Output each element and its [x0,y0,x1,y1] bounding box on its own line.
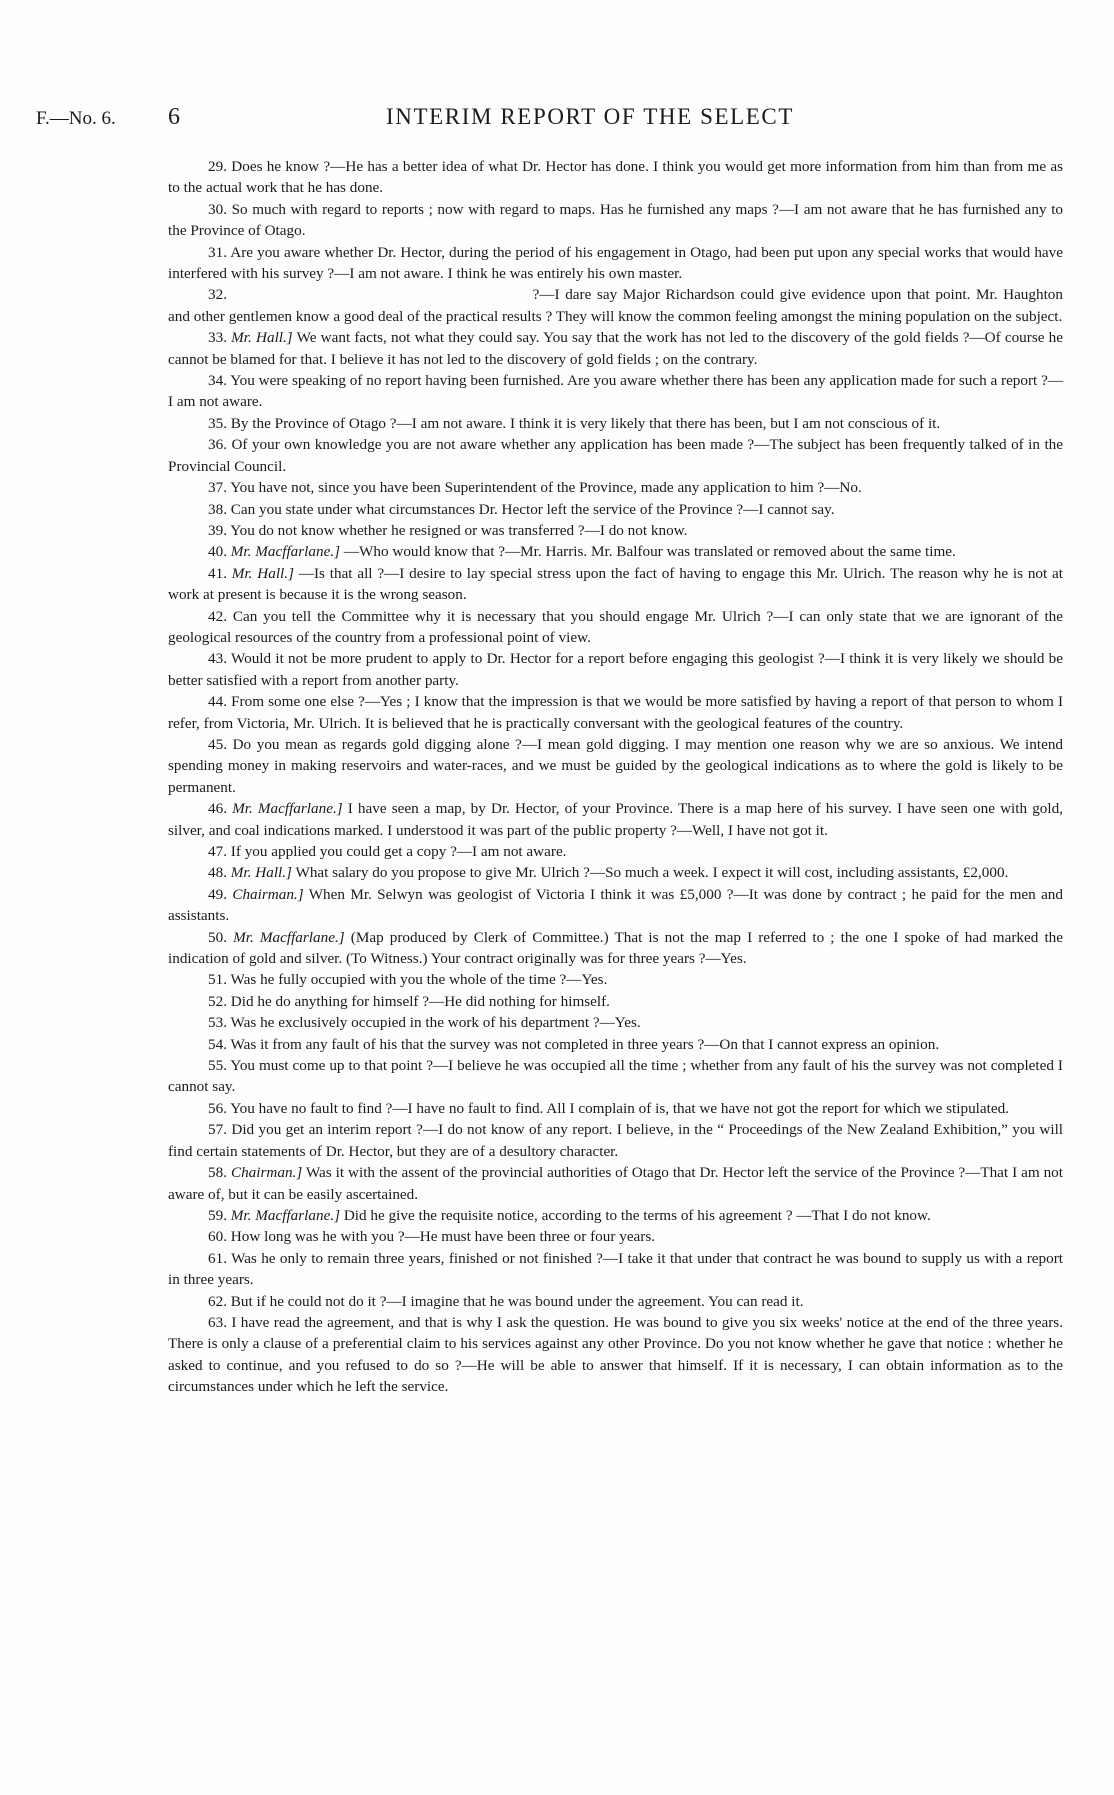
testimony-paragraph [168,991,1063,1012]
question-number: 49. [208,885,227,903]
question-number: 33. [208,329,227,347]
question-number: 58. [208,1164,227,1182]
question-number: 44. [208,693,227,711]
paragraph-text: Did you get an interim report ?—I do not know of any report. I believe, in the “ Proceedings of the New Zealand Exhibition,” you will find certain statements of Dr. Hector, but they are of a desultory character. [168,1121,1064,1160]
question-number: 39. [208,521,227,539]
question-number: 30. [208,200,227,218]
paragraph-text: Of your own knowledge you are not aware whether any application has been made ?—The subject has been frequently talked of in the Provincial Council. [168,436,1063,475]
page-header [36,104,1074,134]
paragraph-text: You do not know whether he resigned or was transferred ?—I do not know. [230,521,688,539]
speaker-label: Chairman.] [232,885,304,903]
testimony-paragraph [168,1162,1063,1205]
testimony-paragraph [168,284,1063,327]
question-number: 57. [208,1121,227,1139]
testimony-paragraph [168,1034,1063,1055]
paragraph-text: Are you aware whether Dr. Hector, during the period of his engagement in Otago, had been put upon any special works that would have interfered with his survey ?—I am not aware. I think he was entirely his own master. [168,243,1063,283]
question-number: 50. [208,928,227,946]
testimony-paragraph [168,1098,1063,1119]
question-number: 52. [208,992,227,1010]
paragraph-text: Was he exclusively occupied in the work of his department ?—Yes. [230,1014,641,1032]
question-number: 53. [208,1014,227,1032]
paragraph-text: We want facts, not what they could say. You say that the work has not led to the discovery of the gold fields ?—Of course he cannot be blamed for that. I believe it has not led to the discovery of gold fields ; on the contrary. [168,329,1063,368]
testimony-paragraph [168,648,1063,691]
speaker-label: Mr. Macffarlane.] [230,543,341,561]
paragraph-text: You were speaking of no report having been furnished. Are you aware whether there has been any application made for such a report ?—I am not aware. [168,372,1064,411]
testimony-paragraph [168,841,1063,862]
question-number: 48. [208,864,227,882]
testimony-paragraph [168,1205,1063,1226]
paragraph-text: Do you mean as regards gold digging alone ?—I mean gold digging. I may mention one reason why we are so anxious. We intend spending money in making reservoirs and water-races, and we must be guided by the geological indications as to where the gold is likely to be permanent. [168,735,1064,796]
speaker-label: Chairman.] [230,1164,303,1182]
paragraph-text: If you applied you could get a copy ?—I am not aware. [230,843,567,860]
testimony-paragraph [168,477,1063,498]
speaker-label: Mr. Hall.] [231,329,293,347]
question-number: 38. [208,500,227,518]
question-number: 32. [208,286,227,304]
question-number: 63. [208,1313,227,1331]
speaker-label: Mr. Macffarlane.] [230,1206,341,1224]
speaker-label: Mr. Macffarlane.] [232,800,343,818]
question-number: 45. [208,735,227,753]
testimony-paragraph [168,862,1063,883]
paragraph-text: Was it with the assent of the provincial authorities of Otago that Dr. Hector left the service of the Province ?—That I am not aware of, but it can be easily ascertained. [168,1164,1063,1203]
question-number: 41. [208,564,227,582]
running-title: INTERIM REPORT OF THE SELECT [385,104,795,129]
paragraph-text: —Who would know that ?—Mr. Harris. Mr. Balfour was translated or removed about the same time. [343,543,956,561]
paragraph-text: You must come up to that point ?—I believe he was occupied all the time ; whether from any fault of his the survey was not completed I cannot say. [168,1057,1063,1096]
question-number: 31. [208,243,227,261]
page-number: 6 [168,104,180,130]
paragraph-text: So much with regard to reports ; now with regard to maps. Has he furnished any maps ?—I am not aware that he has furnished any to the Province of Otago. [168,200,1064,240]
question-number: 55. [208,1057,227,1075]
testimony-paragraph [168,370,1063,413]
testimony-body [168,156,1063,1398]
testimony-paragraph [168,327,1063,370]
paragraph-text: I have read the agreement, and that is why I ask the question. He was bound to give you six weeks' notice at the end of the three years. There is only a clause of a preferential claim to his services against any other Province. Do you not know whether he gave that notice : whether he asked to continue, and you refused to do so ?—He will be able to answer that himself. If it is necessary, I can obtain information as to the circumstances under which he left the service. [168,1313,1064,1396]
paragraph-text: But if he could not do it ?—I imagine that he was bound under the agreement. You can read it. [230,1292,804,1310]
speaker-label: Mr. Hall.] [231,564,294,582]
question-number: 36. [208,436,227,454]
testimony-paragraph [168,156,1063,199]
paragraph-text: ?—I dare say Major Richardson could give evidence upon that point. Mr. Haughton and other gentlemen know a good deal of the practical results ? They will know the common feeling amongst the mining population on the subject. [168,286,1063,325]
question-number: 59. [208,1206,227,1224]
testimony-paragraph [168,1226,1063,1247]
paragraph-text: You have not, since you have been Superintendent of the Province, made any application to him ?—No. [230,479,862,497]
question-number: 61. [208,1249,227,1267]
paragraph-text: Was it from any fault of his that the survey was not completed in three years ?—On that I cannot express an opinion. [230,1035,940,1053]
question-number: 56. [208,1099,227,1117]
testimony-paragraph [168,734,1063,798]
testimony-paragraph [168,434,1063,477]
paragraph-text: Would it not be more prudent to apply to Dr. Hector for a report before engaging this geologist ?—I think it is very likely we should be better satisfied with a report from another party. [168,650,1064,689]
testimony-paragraph [168,1012,1063,1033]
testimony-paragraph [168,1055,1063,1098]
question-number: 62. [208,1292,227,1310]
testimony-paragraph [168,1248,1063,1291]
testimony-paragraph [168,413,1063,434]
paragraph-text: What salary do you propose to give Mr. Ulrich ?—So much a week. I expect it will cost, including assistants, £2,000. [295,864,1009,882]
speaker-label: Mr. Hall.] [230,864,292,882]
paragraph-text: When Mr. Selwyn was geologist of Victoria I think it was £5,000 ?—It was done by contract ; he paid for the men and assistants. [168,885,1063,925]
testimony-paragraph [168,1312,1063,1398]
paragraph-text: Did he do anything for himself ?—He did nothing for himself. [230,992,610,1010]
testimony-paragraph [168,1291,1063,1312]
testimony-paragraph [168,199,1063,242]
question-number: 43. [208,650,227,668]
question-number: 46. [208,800,227,818]
paragraph-text: You have no fault to find ?—I have no fault to find. All I complain of is, that we have not got the report for which we stipulated. [230,1099,1009,1117]
question-number: 60. [208,1228,227,1246]
testimony-paragraph [168,242,1063,285]
testimony-paragraph [168,541,1063,562]
testimony-paragraph [168,563,1063,606]
question-number: 29. [208,158,227,175]
testimony-paragraph [168,884,1063,927]
paragraph-text: —Is that all ?—I desire to lay special stress upon the fact of having to engage this Mr. Ulrich. The reason why he is not at work at present is because it is the wrong season. [168,564,1064,604]
paragraph-text: By the Province of Otago ?—I am not aware. I think it is very likely that there has been, but I am not conscious of it. [230,414,941,432]
paragraph-text: Did he give the requisite notice, according to the terms of his agreement ? —That I do not know. [343,1206,931,1224]
paragraph-text: Does he know ?—He has a better idea of what Dr. Hector has done. I think you would get more information from him than from me as to the actual work that he has done. [168,158,1063,197]
testimony-paragraph [168,927,1063,970]
question-number: 37. [208,479,227,497]
question-number: 42. [208,607,227,625]
testimony-paragraph [168,798,1063,841]
question-number: 51. [208,971,227,989]
testimony-paragraph [168,969,1063,990]
speaker-label: Mr. Macffarlane.] [233,928,345,946]
paragraph-text: From some one else ?—Yes ; I know that the impression is that we would be more satisfied by having a report of that person to whom I refer, from Victoria, Mr. Ulrich. It is believed that he is practically conversant with the geological features of the country. [168,693,1063,732]
testimony-paragraph [168,520,1063,541]
paper-reference: F.—No. 6. [36,108,116,129]
paragraph-text: Was he only to remain three years, finished or not finished ?—I take it that under that contract he was bound to supply us with a report in three years. [168,1249,1063,1289]
paragraph-text: I have seen a map, by Dr. Hector, of your Province. There is a map here of his survey. I have seen one with gold, silver, and coal indications marked. I understood it was part of the public property ?—Well, I have not got it. [168,800,1063,839]
paragraph-text: Was he fully occupied with you the whole of the time ?—Yes. [230,971,608,989]
question-number: 40. [208,543,227,561]
paragraph-text: How long was he with you ?—He must have been three or four years. [230,1228,656,1246]
question-number: 35. [208,414,227,432]
paragraph-text: Can you state under what circumstances Dr. Hector left the service of the Province ?—I cannot say. [230,500,835,518]
question-number: 47. [208,843,227,860]
testimony-paragraph [168,1119,1063,1162]
testimony-paragraph [168,499,1063,520]
testimony-paragraph [168,606,1063,649]
paragraph-text: Can you tell the Committee why it is necessary that you should engage Mr. Ulrich ?—I can only state that we are ignorant of the geological resources of the country from a professional point of view. [168,607,1064,646]
question-number: 34. [208,372,227,390]
paragraph-text: (Map produced by Clerk of Committee.) That is not the map I referred to ; the one I spoke of had marked the indication of gold and silver. (To Witness.) Your contract originally was for three years ?—Yes. [168,928,1064,968]
question-number: 54. [208,1035,227,1053]
testimony-paragraph [168,691,1063,734]
